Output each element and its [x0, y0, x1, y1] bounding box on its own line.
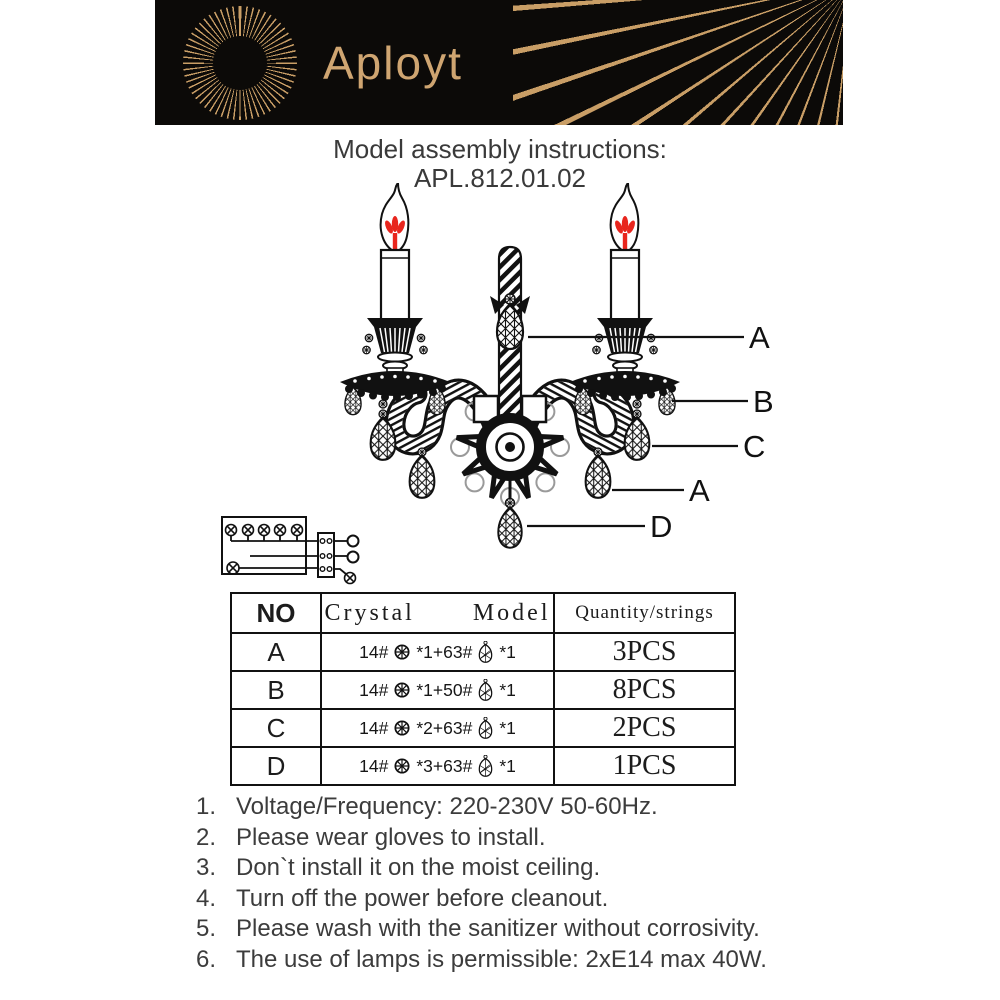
candle-left	[340, 183, 450, 401]
octagon-crystal-bead-icon	[394, 682, 410, 698]
corner-rays-icon	[513, 0, 843, 125]
instruction-item	[196, 853, 886, 884]
quantity-value: 1PCS	[553, 748, 734, 784]
octagon-crystal-bead-icon	[394, 644, 410, 660]
candle-right	[570, 183, 680, 401]
table-header-row	[232, 594, 734, 632]
instruction-item	[196, 945, 886, 976]
quantity-value: 3PCS	[553, 634, 734, 670]
col-header-crystal-model: Crystal Model	[320, 594, 553, 632]
crystal-spec: 14# *3+63# *1	[320, 748, 553, 784]
teardrop-crystal-icon	[478, 641, 493, 664]
crystal-spec: 14# *1+50# *1	[320, 672, 553, 708]
instruction-item	[196, 823, 886, 854]
instruction-item	[196, 792, 886, 823]
sunburst-core	[213, 36, 267, 90]
col-header-quantity: Quantity/strings	[553, 594, 734, 632]
sunburst-logo-icon	[183, 6, 297, 120]
table-row	[232, 708, 734, 746]
instruction-number: 4.	[196, 884, 217, 912]
instruction-number: 6.	[196, 945, 217, 973]
instruction-number: 5.	[196, 915, 217, 943]
label-b: B	[753, 384, 774, 419]
wiring-diagram	[222, 517, 359, 584]
label-c: C	[743, 429, 766, 464]
instruction-number: 2.	[196, 823, 217, 851]
brand-banner	[155, 0, 843, 125]
table-row	[232, 670, 734, 708]
page-title: Model assembly instructions:	[333, 134, 667, 164]
label-a-top: A	[749, 320, 770, 355]
octagon-crystal-bead-icon	[394, 720, 410, 736]
instruction-number: 3.	[196, 854, 217, 882]
table-row	[232, 746, 734, 784]
row-letter: C	[266, 712, 286, 743]
instruction-text: Don`t install it on the moist ceiling.	[236, 854, 601, 882]
table-row	[232, 632, 734, 670]
instruction-text: Please wear gloves to install.	[236, 823, 546, 851]
crystal-spec: 14# *1+63# *1	[320, 634, 553, 670]
quantity-value: 8PCS	[553, 672, 734, 708]
teardrop-crystal-icon	[478, 679, 493, 702]
row-letter: B	[267, 674, 285, 705]
plate-center	[481, 418, 539, 548]
crystal-spec: 14# *2+63# *1	[320, 710, 553, 746]
instruction-number: 1.	[196, 793, 217, 820]
instructions-list	[196, 792, 886, 976]
quantity-value: 2PCS	[553, 710, 734, 746]
instruction-item	[196, 914, 886, 945]
teardrop-crystal-icon	[478, 755, 493, 778]
model-code: APL.812.01.02	[413, 163, 587, 193]
label-d: D	[650, 509, 673, 544]
row-letter: D	[266, 750, 286, 781]
octagon-crystal-bead-icon	[394, 758, 410, 774]
parts-table	[230, 592, 736, 786]
instruction-text: Turn off the power before cleanout.	[236, 884, 609, 912]
assembly-diagram	[140, 183, 790, 585]
instruction-text: The use of lamps is permissible: 2xE14 max 40W.	[236, 945, 767, 973]
instruction-item	[196, 884, 886, 915]
row-letter: A	[267, 636, 285, 667]
col-header-no: NO	[256, 597, 296, 628]
instruction-text: Voltage/Frequency: 220-230V 50-60Hz.	[236, 793, 658, 820]
label-a-bottom: A	[689, 473, 710, 508]
brand-name: Aployt	[323, 36, 463, 89]
instruction-text: Please wash with the sanitizer without corrosivity.	[236, 915, 760, 943]
teardrop-crystal-icon	[478, 717, 493, 740]
